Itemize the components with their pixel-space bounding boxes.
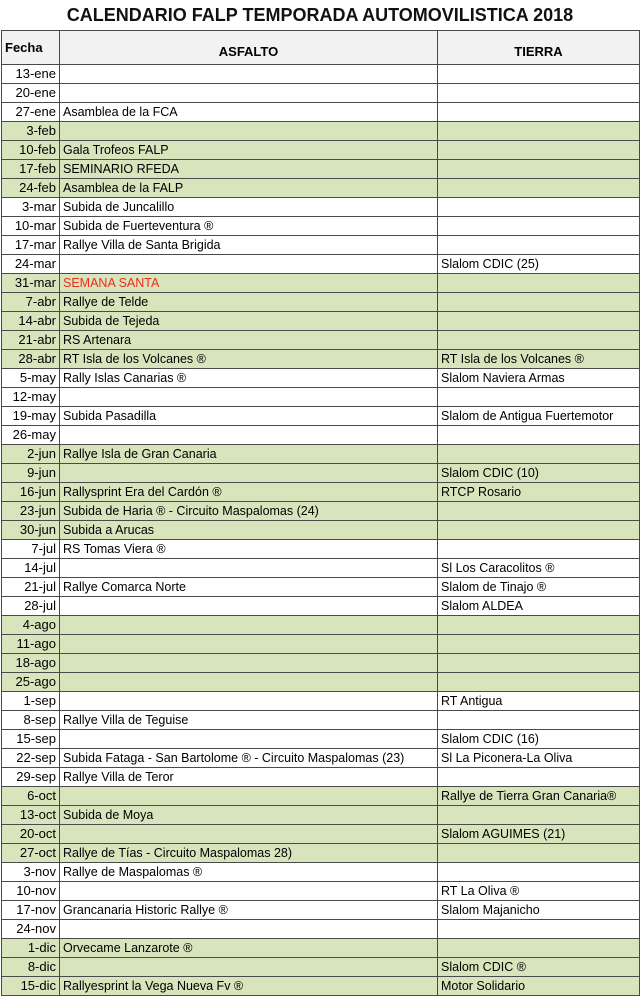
calendar-body [2, 65, 640, 996]
asfalto-cell: Subida Fataga - San Bartolome ® - Circuito Maspalomas (23) [60, 749, 438, 768]
asfalto-cell: RS Tomas Viera ® [60, 540, 438, 559]
calendar-title: CALENDARIO FALP TEMPORADA AUTOMOVILISTICA 2018 [66, 5, 574, 25]
table-row [2, 464, 640, 483]
asfalto-cell [60, 730, 438, 749]
fecha-cell: 17-feb [2, 160, 60, 179]
tierra-cell [438, 179, 640, 198]
asfalto-cell: Rallyesprint la Vega Nueva Fv ® [60, 977, 438, 996]
table-row [2, 882, 640, 901]
asfalto-cell: Subida de Juncalillo [60, 198, 438, 217]
tierra-cell [438, 635, 640, 654]
fecha-cell: 1-sep [2, 692, 60, 711]
fecha-cell: 28-jul [2, 597, 60, 616]
tierra-cell [438, 768, 640, 787]
table-row [2, 236, 640, 255]
table-row [2, 920, 640, 939]
asfalto-cell: Subida de Fuerteventura ® [60, 217, 438, 236]
tierra-cell [438, 711, 640, 730]
tierra-cell: RT La Oliva ® [438, 882, 640, 901]
asfalto-cell [60, 122, 438, 141]
table-row [2, 331, 640, 350]
table-row [2, 749, 640, 768]
asfalto-cell: Asamblea de la FCA [60, 103, 438, 122]
asfalto-cell: Rally Islas Canarias ® [60, 369, 438, 388]
asfalto-cell: Subida de Haria ® - Circuito Maspalomas (24) [60, 502, 438, 521]
tierra-cell: Slalom de Tinajo ® [438, 578, 640, 597]
tierra-cell [438, 806, 640, 825]
table-row [2, 635, 640, 654]
asfalto-cell [60, 559, 438, 578]
table-row [2, 426, 640, 445]
tierra-cell [438, 141, 640, 160]
asfalto-cell: Rallye de Telde [60, 293, 438, 312]
tierra-cell: Slalom CDIC ® [438, 958, 640, 977]
table-row [2, 312, 640, 331]
table-row [2, 198, 640, 217]
table-row [2, 597, 640, 616]
table-row [2, 255, 640, 274]
tierra-cell: Slalom AGUIMES (21) [438, 825, 640, 844]
asfalto-cell: RT Isla de los Volcanes ® [60, 350, 438, 369]
asfalto-cell: SEMINARIO RFEDA [60, 160, 438, 179]
tierra-cell: RT Antigua [438, 692, 640, 711]
table-row [2, 654, 640, 673]
fecha-cell: 26-may [2, 426, 60, 445]
table-row [2, 160, 640, 179]
tierra-cell: Motor Solidario [438, 977, 640, 996]
fecha-cell: 7-abr [2, 293, 60, 312]
fecha-cell: 3-nov [2, 863, 60, 882]
asfalto-cell: Subida Pasadilla [60, 407, 438, 426]
fecha-cell: 4-ago [2, 616, 60, 635]
fecha-cell: 1-dic [2, 939, 60, 958]
tierra-cell: RTCP Rosario [438, 483, 640, 502]
table-row [2, 540, 640, 559]
asfalto-cell: SEMANA SANTA [60, 274, 438, 293]
asfalto-cell [60, 920, 438, 939]
tierra-cell [438, 863, 640, 882]
fecha-cell: 24-nov [2, 920, 60, 939]
tierra-cell: Slalom Majanicho [438, 901, 640, 920]
table-row [2, 901, 640, 920]
tierra-cell [438, 654, 640, 673]
fecha-cell: 16-jun [2, 483, 60, 502]
asfalto-cell [60, 597, 438, 616]
fecha-cell: 6-oct [2, 787, 60, 806]
asfalto-cell: Subida de Moya [60, 806, 438, 825]
asfalto-cell [60, 825, 438, 844]
fecha-cell: 15-sep [2, 730, 60, 749]
header-row [2, 31, 640, 65]
fecha-cell: 10-mar [2, 217, 60, 236]
table-row [2, 84, 640, 103]
table-row [2, 711, 640, 730]
header-tierra: TIERRA [438, 31, 640, 65]
table-row [2, 958, 640, 977]
table-row [2, 502, 640, 521]
table-row [2, 692, 640, 711]
fecha-cell: 10-feb [2, 141, 60, 160]
tierra-cell: Slalom CDIC (25) [438, 255, 640, 274]
asfalto-cell: Subida a Arucas [60, 521, 438, 540]
fecha-cell: 21-jul [2, 578, 60, 597]
tierra-cell [438, 160, 640, 179]
tierra-cell [438, 331, 640, 350]
fecha-cell: 20-oct [2, 825, 60, 844]
tierra-cell [438, 312, 640, 331]
calendar-table [1, 30, 640, 996]
table-row [2, 787, 640, 806]
fecha-cell: 17-mar [2, 236, 60, 255]
table-row [2, 122, 640, 141]
fecha-cell: 22-sep [2, 749, 60, 768]
asfalto-cell: Grancanaria Historic Rallye ® [60, 901, 438, 920]
asfalto-cell: Rallye de Tías - Circuito Maspalomas 28) [60, 844, 438, 863]
fecha-cell: 25-ago [2, 673, 60, 692]
asfalto-cell [60, 787, 438, 806]
table-row [2, 65, 640, 84]
fecha-cell: 14-jul [2, 559, 60, 578]
fecha-cell: 14-abr [2, 312, 60, 331]
fecha-cell: 29-sep [2, 768, 60, 787]
asfalto-cell [60, 654, 438, 673]
table-row [2, 863, 640, 882]
asfalto-cell: Rallye Villa de Santa Brigida [60, 236, 438, 255]
fecha-cell: 30-jun [2, 521, 60, 540]
asfalto-cell [60, 388, 438, 407]
tierra-cell [438, 388, 640, 407]
asfalto-cell: Rallysprint Era del Cardón ® [60, 483, 438, 502]
tierra-cell [438, 844, 640, 863]
table-row [2, 274, 640, 293]
tierra-cell [438, 65, 640, 84]
tierra-cell [438, 939, 640, 958]
tierra-cell [438, 920, 640, 939]
fecha-cell: 24-mar [2, 255, 60, 274]
table-row [2, 388, 640, 407]
table-row [2, 179, 640, 198]
fecha-cell: 19-may [2, 407, 60, 426]
table-row [2, 768, 640, 787]
fecha-cell: 13-oct [2, 806, 60, 825]
tierra-cell [438, 673, 640, 692]
table-row [2, 103, 640, 122]
asfalto-cell [60, 84, 438, 103]
fecha-cell: 17-nov [2, 901, 60, 920]
fecha-cell: 10-nov [2, 882, 60, 901]
tierra-cell: Slalom CDIC (16) [438, 730, 640, 749]
tierra-cell: Rallye de Tierra Gran Canaria® [438, 787, 640, 806]
asfalto-cell [60, 426, 438, 445]
tierra-cell [438, 217, 640, 236]
fecha-cell: 28-abr [2, 350, 60, 369]
tierra-cell [438, 198, 640, 217]
fecha-cell: 23-jun [2, 502, 60, 521]
table-row [2, 825, 640, 844]
tierra-cell [438, 445, 640, 464]
asfalto-cell [60, 635, 438, 654]
asfalto-cell: Orvecame Lanzarote ® [60, 939, 438, 958]
fecha-cell: 13-ene [2, 65, 60, 84]
tierra-cell [438, 274, 640, 293]
fecha-cell: 31-mar [2, 274, 60, 293]
table-row [2, 730, 640, 749]
table-row [2, 521, 640, 540]
tierra-cell [438, 616, 640, 635]
tierra-cell [438, 122, 640, 141]
table-row [2, 673, 640, 692]
fecha-cell: 8-dic [2, 958, 60, 977]
table-row [2, 141, 640, 160]
fecha-cell: 2-jun [2, 445, 60, 464]
tierra-cell: Slalom CDIC (10) [438, 464, 640, 483]
asfalto-cell: Rallye Villa de Teguise [60, 711, 438, 730]
fecha-cell: 5-may [2, 369, 60, 388]
table-row [2, 483, 640, 502]
fecha-cell: 7-jul [2, 540, 60, 559]
asfalto-cell [60, 464, 438, 483]
table-row [2, 939, 640, 958]
asfalto-cell: Gala Trofeos FALP [60, 141, 438, 160]
table-row [2, 616, 640, 635]
table-row [2, 559, 640, 578]
asfalto-cell [60, 673, 438, 692]
asfalto-cell: Asamblea de la FALP [60, 179, 438, 198]
fecha-cell: 12-may [2, 388, 60, 407]
tierra-cell: Slalom Naviera Armas [438, 369, 640, 388]
tierra-cell: RT Isla de los Volcanes ® [438, 350, 640, 369]
asfalto-cell: Rallye de Maspalomas ® [60, 863, 438, 882]
fecha-cell: 8-sep [2, 711, 60, 730]
tierra-cell [438, 540, 640, 559]
fecha-cell: 20-ene [2, 84, 60, 103]
fecha-cell: 24-feb [2, 179, 60, 198]
header-asfalto: ASFALTO [60, 31, 438, 65]
asfalto-cell [60, 255, 438, 274]
tierra-cell: Slalom ALDEA [438, 597, 640, 616]
fecha-cell: 21-abr [2, 331, 60, 350]
tierra-cell [438, 103, 640, 122]
tierra-cell [438, 502, 640, 521]
table-row [2, 407, 640, 426]
table-row [2, 977, 640, 996]
tierra-cell: Sl La Piconera-La Oliva [438, 749, 640, 768]
fecha-cell: 27-oct [2, 844, 60, 863]
asfalto-cell: Rallye Isla de Gran Canaria [60, 445, 438, 464]
asfalto-cell [60, 692, 438, 711]
asfalto-cell [60, 958, 438, 977]
table-row [2, 445, 640, 464]
tierra-cell [438, 84, 640, 103]
fecha-cell: 3-mar [2, 198, 60, 217]
table-row [2, 369, 640, 388]
table-row [2, 217, 640, 236]
asfalto-cell: Rallye Comarca Norte [60, 578, 438, 597]
tierra-cell [438, 426, 640, 445]
fecha-cell: 9-jun [2, 464, 60, 483]
fecha-cell: 15-dic [2, 977, 60, 996]
asfalto-cell [60, 882, 438, 901]
tierra-cell: Sl Los Caracolitos ® [438, 559, 640, 578]
table-row [2, 806, 640, 825]
table-row [2, 578, 640, 597]
fecha-cell: 27-ene [2, 103, 60, 122]
asfalto-cell [60, 65, 438, 84]
tierra-cell [438, 521, 640, 540]
fecha-cell: 18-ago [2, 654, 60, 673]
tierra-cell [438, 236, 640, 255]
tierra-cell: Slalom de Antigua Fuertemotor [438, 407, 640, 426]
asfalto-cell: RS Artenara [60, 331, 438, 350]
asfalto-cell: Rallye Villa de Teror [60, 768, 438, 787]
header-fecha: Fecha [2, 31, 60, 65]
tierra-cell [438, 293, 640, 312]
asfalto-cell [60, 616, 438, 635]
table-row [2, 293, 640, 312]
table-row [2, 844, 640, 863]
asfalto-cell: Subida de Tejeda [60, 312, 438, 331]
fecha-cell: 3-feb [2, 122, 60, 141]
fecha-cell: 11-ago [2, 635, 60, 654]
table-row [2, 350, 640, 369]
